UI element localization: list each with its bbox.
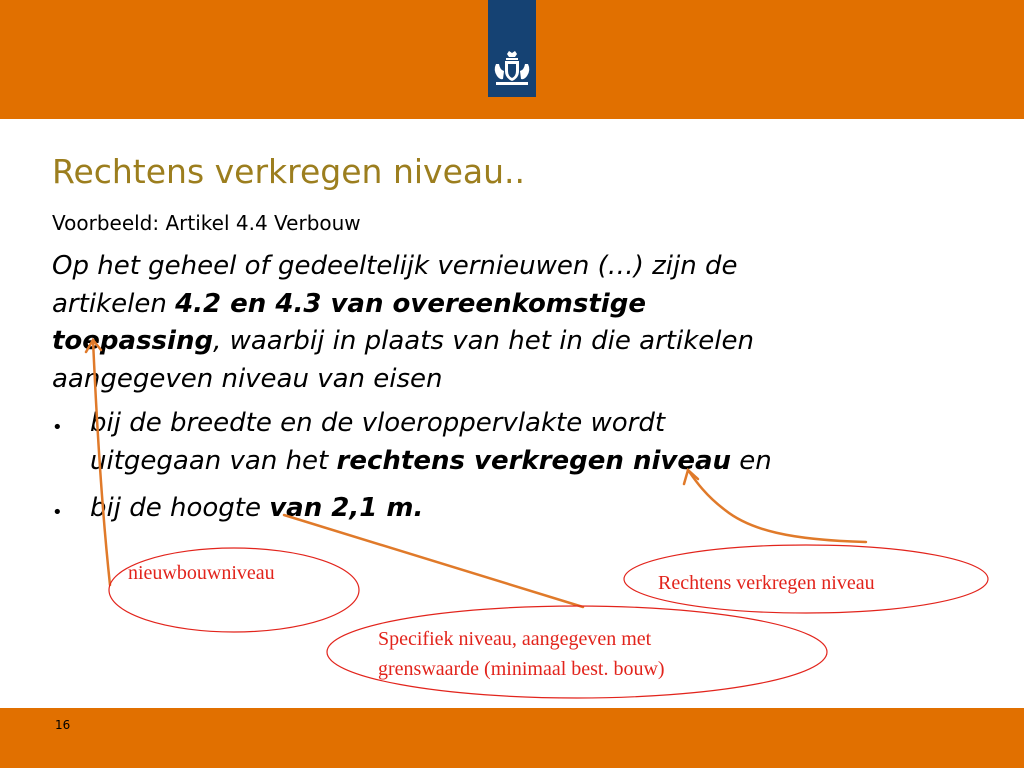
slide-title: Rechtens verkregen niveau.. [52, 152, 525, 191]
annotation-rechtens-verkregen: Rechtens verkregen niveau [658, 572, 875, 594]
paragraph-text: , waarbij in plaats van het in die artikelen [213, 326, 754, 356]
bullet-text-part: en [731, 445, 772, 476]
bullet-bold: van 2,1 m. [269, 493, 424, 523]
annotation-nieuwbouwniveau: nieuwbouwniveau [128, 562, 275, 584]
footer-bar [0, 708, 1024, 768]
paragraph-line: Op het geheel of gedeeltelijk vernieuwen (…) zijn de [52, 251, 738, 281]
paragraph-text: artikelen [52, 288, 176, 319]
bullet-text-part: bij de hoogte [90, 493, 270, 523]
arrow-left [93, 340, 110, 585]
bullet-marker: • [52, 502, 63, 523]
slide-subtitle: Voorbeeld: Artikel 4.4 Verbouw [52, 211, 361, 235]
annotation-ellipse-bottom [327, 606, 827, 698]
bullet-marker: • [52, 417, 63, 438]
annotation-specifiek-line2: grenswaarde (minimaal best. bouw) [378, 658, 665, 680]
paragraph-line: aangegeven niveau van eisen [52, 363, 443, 394]
page-number: 16 [55, 718, 71, 732]
annotation-specifiek-line1: Specifiek niveau, aangegeven met [378, 628, 652, 650]
bullet-bold: rechtens verkregen niveau [336, 445, 732, 476]
bullet-line: bij de breedte en de vloeroppervlakte wordt [90, 408, 666, 438]
bullet-text-part: uitgegaan van het [90, 445, 337, 476]
arrow-right [688, 470, 866, 542]
arrow-bottom [284, 515, 583, 607]
paragraph-bold: 4.2 en 4.3 van overeenkomstige [175, 288, 646, 319]
paragraph-bold: toepassing [52, 326, 214, 356]
